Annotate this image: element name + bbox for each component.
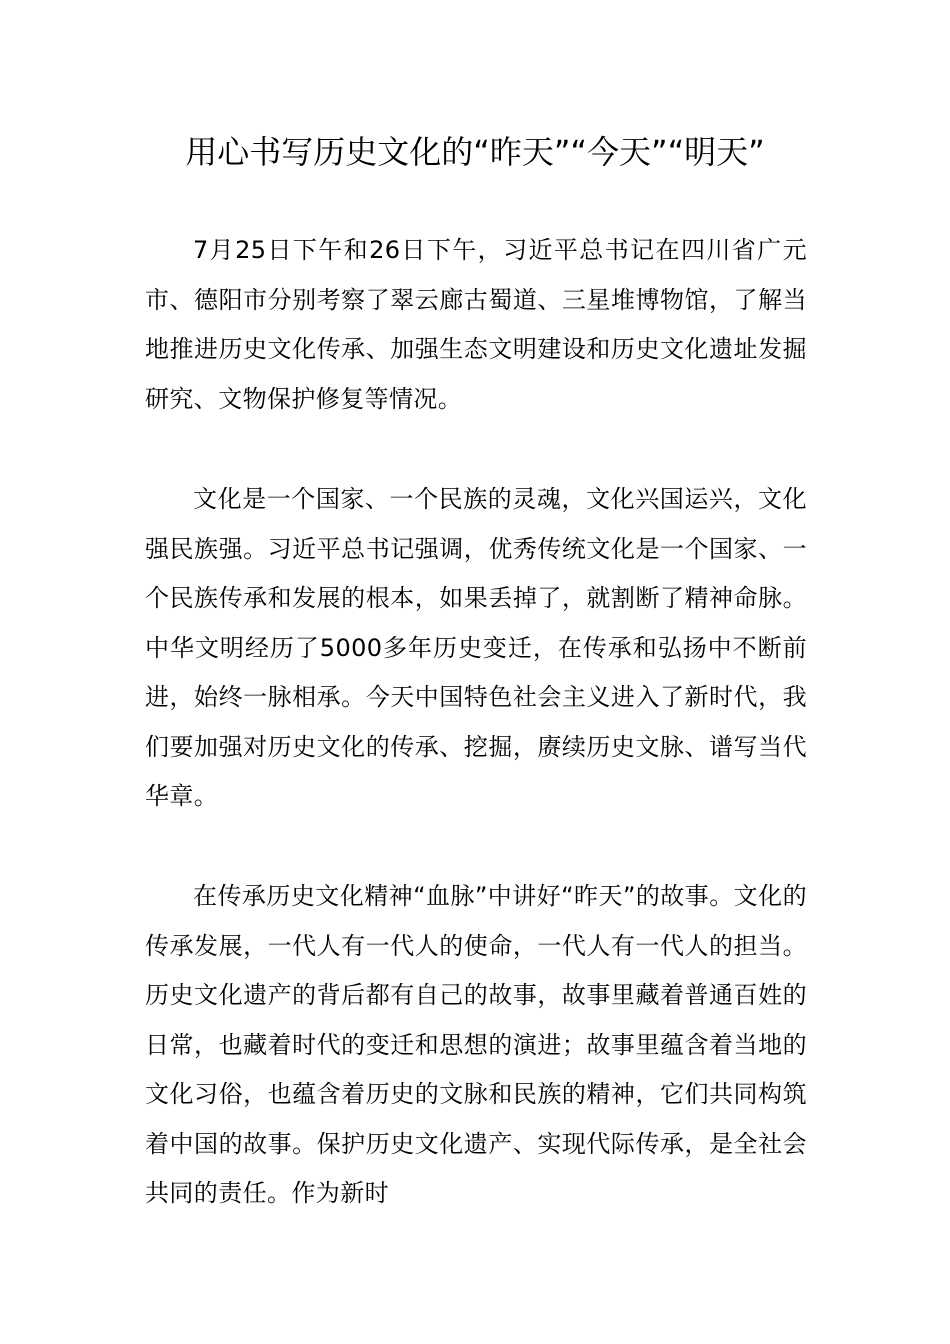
paragraph-2: 文化是一个国家、一个民族的灵魂，文化兴国运兴，文化强民族强。习近平总书记强调，优秀传统文化是一个国家、一个民族传承和发展的根本，如果丢掉了，就割断了精神命脉。中华文明经历了5000多年历史变迁，在传承和弘扬中不断前进，始终一脉相承。今天中国特色社会主义进入了新时代，我们要加强对历史文化的传承、挖掘，赓续历史文脉、谱写当代华章。 (145, 485, 807, 810)
paragraph-1: 7月25日下午和26日下午，习近平总书记在四川省广元市、德阳市分别考察了翠云廊古蜀道、三星堆博物馆，了解当地推进历史文化传承、加强生态文明建设和历史文化遗址发掘研究、文物保护修复等情况。 (145, 236, 807, 413)
document-title: 用心书写历史文化的“昨天”“今天”“明天” (185, 133, 765, 171)
paragraph-3: 在传承历史文化精神“血脉”中讲好“昨天”的故事。文化的传承发展，一代人有一代人的使命，一代人有一代人的担当。历史文化遗产的背后都有自己的故事，故事里藏着普通百姓的日常，也藏着时代的变迁和思想的演进；故事里蕴含着当地的文化习俗，也蕴含着历史的文脉和民族的精神，它们共同构筑着中国的故事。保护历史文化遗产、实现代际传承，是全社会共同的责任。作为新时 (145, 882, 807, 1207)
